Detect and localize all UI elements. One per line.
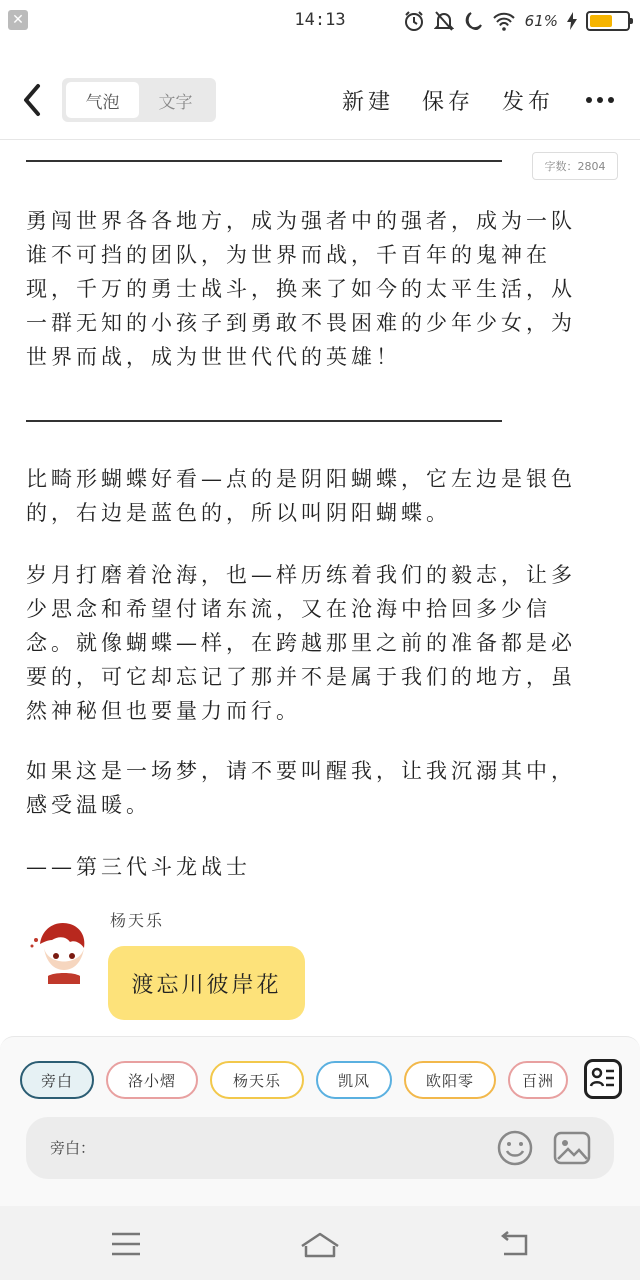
tab-bubble[interactable]: 气泡 (66, 82, 139, 118)
battery-percent: 61% (524, 12, 558, 30)
composer-panel (0, 1036, 640, 1206)
mute-bell-icon (434, 10, 454, 32)
separator-line (26, 160, 502, 162)
chat-bubble[interactable]: 渡忘川彼岸花 (108, 946, 305, 1020)
role-list-button[interactable] (584, 1059, 622, 1099)
back-nav-button[interactable] (494, 1228, 538, 1260)
menu-nav-button[interactable] (104, 1228, 148, 1260)
menu-icon (104, 1228, 148, 1260)
role-chip-list (20, 1061, 568, 1101)
tab-text[interactable]: 文字 (158, 92, 193, 113)
editor-content[interactable] (0, 142, 640, 1032)
mode-switch (62, 78, 216, 122)
separator-line (26, 420, 502, 422)
status-bar (0, 0, 640, 44)
battery-icon (586, 11, 630, 31)
paragraph-3[interactable]: 岁月打磨着沧海，也—样历练着我们的毅志，让多少思念和希望付诸东流，又在沧海中拾回多少信念。就像蝴蝶—样，在跨越那里之前的准备都是必要的，可它却忘记了那并不是属于我们的地方，虽然神秘但也要量力而行。 (26, 563, 576, 723)
role-chip[interactable]: 凯风 (316, 1061, 392, 1099)
header-actions (342, 80, 618, 120)
status-time: 14:13 (294, 10, 346, 30)
speaker-name: 杨天乐 (110, 911, 165, 930)
alarm-icon (403, 10, 425, 32)
message-composer (26, 1117, 614, 1179)
close-notification-icon[interactable]: ✕ (8, 10, 28, 30)
wifi-icon (492, 11, 516, 31)
paragraph-1[interactable]: 勇闯世界各各地方，成为强者中的强者，成为一队谁不可挡的团队，为世界而战，千百年的鬼神在现，千万的勇士战斗，换来了如今的太平生活，从一群无知的小孩子到勇敢不畏困难的少年少女，为世界而战，成为世世代代的英雄！ (26, 209, 576, 369)
signature-line[interactable]: ——第三代斗龙战士 (26, 855, 251, 879)
status-icons (403, 8, 630, 34)
publish-button[interactable]: 发布 (501, 89, 554, 115)
new-button[interactable]: 新建 (341, 89, 394, 115)
system-navigation-bar (0, 1206, 640, 1280)
chevron-left-icon (16, 78, 50, 122)
home-icon (298, 1228, 342, 1260)
charging-icon (567, 12, 577, 30)
message-input[interactable] (116, 1131, 496, 1165)
role-chip[interactable]: 百洲 (508, 1061, 568, 1099)
speaker-prefix: 旁白： (50, 1139, 96, 1157)
role-chip[interactable]: 旁白 (20, 1061, 94, 1099)
more-options-button[interactable] (582, 97, 618, 103)
moon-icon (463, 10, 483, 32)
image-icon (552, 1129, 592, 1167)
home-nav-button[interactable] (298, 1228, 342, 1260)
emoji-button[interactable] (496, 1129, 534, 1167)
return-icon (494, 1228, 538, 1260)
role-chip[interactable]: 杨天乐 (210, 1061, 304, 1099)
word-count-badge: 字数：2804 (532, 152, 618, 180)
top-toolbar (0, 60, 640, 140)
image-button[interactable] (552, 1129, 592, 1167)
save-button[interactable]: 保存 (421, 89, 474, 115)
back-button[interactable] (16, 78, 50, 122)
paragraph-2[interactable]: 比畸形蝴蝶好看—点的是阴阳蝴蝶，它左边是银色的，右边是蓝色的，所以叫阴阳蝴蝶。 (26, 467, 576, 525)
contacts-icon (587, 1062, 619, 1096)
avatar[interactable] (22, 910, 98, 986)
paragraph-4[interactable]: 如果这是一场梦，请不要叫醒我，让我沉溺其中，感受温暖。 (26, 759, 576, 817)
role-chip[interactable]: 欧阳零 (404, 1061, 496, 1099)
smiley-icon (496, 1129, 534, 1167)
role-chip[interactable]: 洛小熠 (106, 1061, 198, 1099)
